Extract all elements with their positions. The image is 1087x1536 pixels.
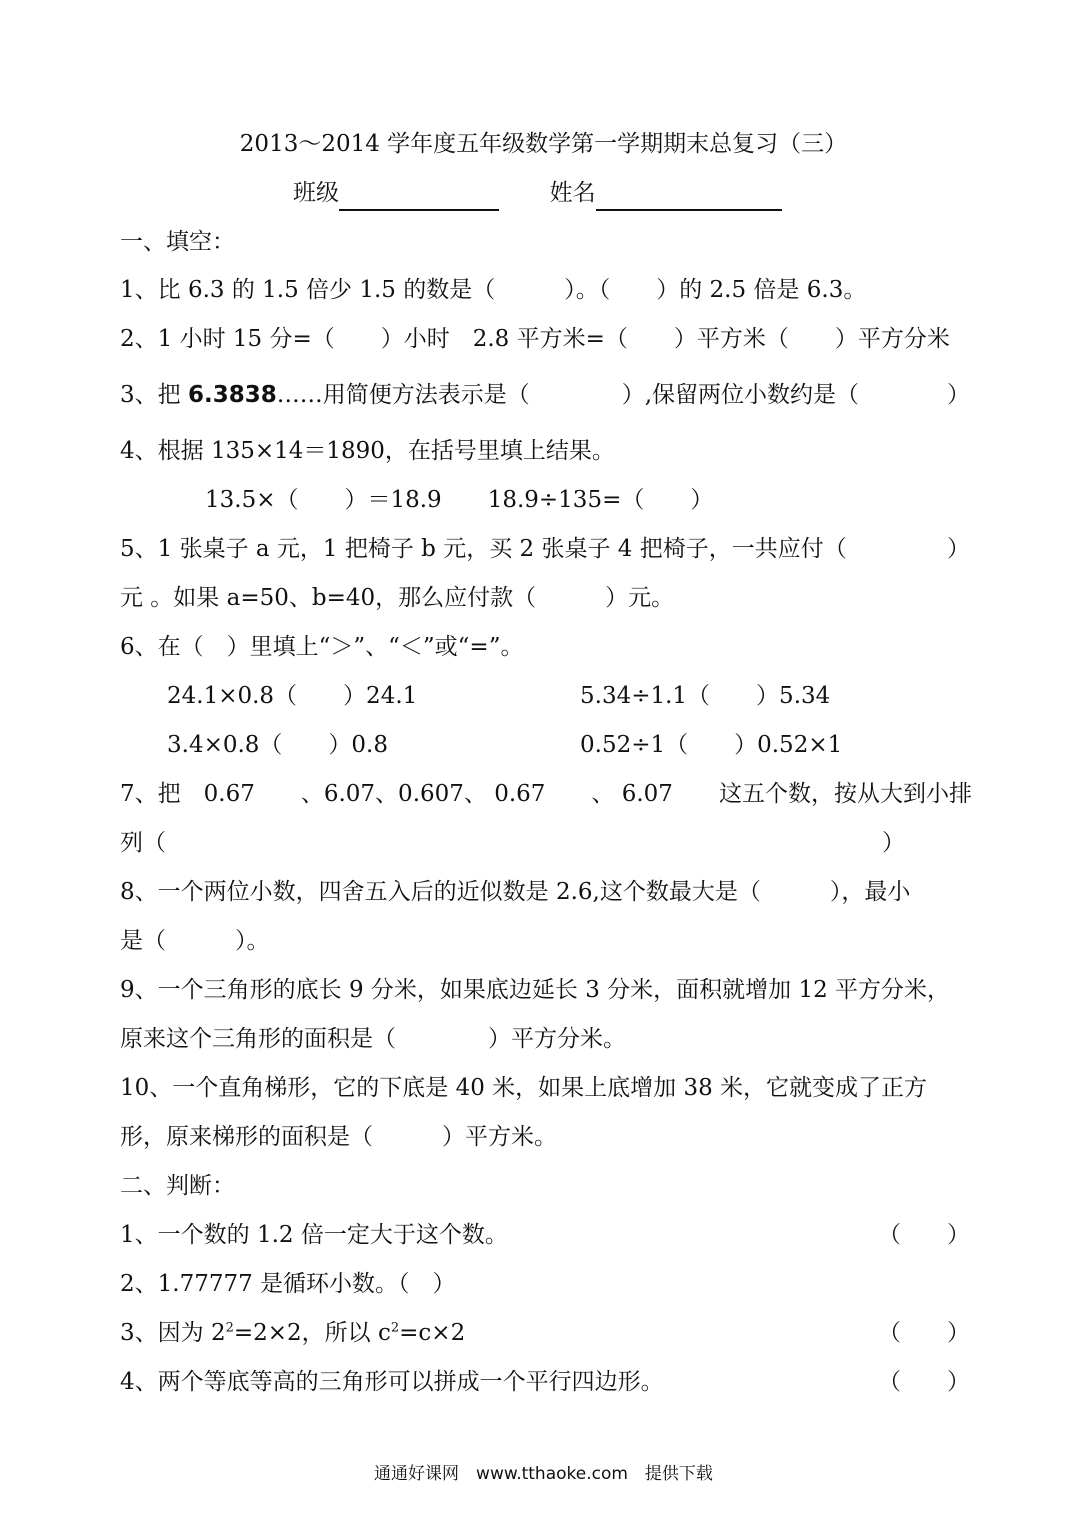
question-6-row1-left: 24.1×0.8（ ）24.1 xyxy=(167,683,418,709)
question-6-row2-right: 0.52÷1（ ）0.52×1 xyxy=(580,732,843,758)
judge-3-text-a: 3、因为 2 xyxy=(120,1320,226,1346)
question-4: 4、根据 135×14＝1890，在括号里填上结果。 xyxy=(120,438,615,464)
judge-3-answer-paren[interactable]: （ ） xyxy=(878,1320,970,1346)
class-blank[interactable] xyxy=(339,181,499,211)
judge-1-text: 1、一个数的 1.2 倍一定大于这个数。 xyxy=(120,1222,508,1248)
page-title: 2013～2014 学年度五年级数学第一学期期末总复习（三） xyxy=(239,131,848,157)
student-info-row xyxy=(293,175,782,211)
judge-3-exponent-1: 2 xyxy=(225,1320,234,1336)
question-2: 2、1 小时 15 分=（ ）小时 2.8 平方米=（ ）平方米（ ）平方分米 xyxy=(120,326,950,352)
class-label: 班级 xyxy=(293,180,339,206)
judge-4 xyxy=(120,1364,970,1400)
question-7-line-2 xyxy=(120,825,905,861)
judge-3-text-c: =c×2 xyxy=(399,1320,466,1346)
question-6-row2-left: 3.4×0.8（ ）0.8 xyxy=(167,732,389,758)
judge-3 xyxy=(120,1315,970,1351)
question-6-row1-right: 5.34÷1.1（ ）5.34 xyxy=(580,683,831,709)
judge-2: 2、1.77777 是循环小数。（ ） xyxy=(120,1271,456,1297)
section1-heading: 一、填空： xyxy=(120,229,235,255)
question-3-close-paren: ） xyxy=(947,382,970,408)
name-label: 姓名 xyxy=(549,180,596,206)
judge-3-exponent-2: 2 xyxy=(390,1320,400,1336)
question-1: 1、比 6.3 的 1.5 倍少 1.5 的数是（ ）。（ ）的 2.5 倍是 6.3。 xyxy=(120,277,867,303)
judge-1-answer-paren[interactable]: （ ） xyxy=(878,1222,970,1248)
question-5-close-paren: ） xyxy=(947,536,970,562)
question-5-line-2: 元 。如果 a=50、b=40，那么应付款（ ）元。 xyxy=(120,585,675,611)
section2-heading: 二、判断： xyxy=(120,1173,235,1199)
question-9-line-1: 9、一个三角形的底长 9 分米，如果底边延长 3 分米，面积就增加 12 平方分米， xyxy=(120,977,951,1003)
question-7-line-1: 7、把 0.67 、6.07、0.607、 0.67 、 6.07 这五个数，按从大到小排 xyxy=(120,781,972,807)
question-6: 6、在（ ）里填上“＞”、“＜”或“=”。 xyxy=(120,634,524,660)
question-3-text-a: 3、把 xyxy=(120,382,188,408)
judge-4-text: 4、两个等底等高的三角形可以拼成一个平行四边形。 xyxy=(120,1369,664,1395)
question-8-line-1: 8、一个两位小数，四舍五入后的近似数是 2.6,这个数最大是（ ），最小 xyxy=(120,879,911,905)
question-5-text-a: 5、1 张桌子 a 元，1 把椅子 b 元，买 2 张桌子 4 把椅子，一共应付（ xyxy=(120,536,847,562)
question-5-line-1 xyxy=(120,531,970,567)
name-blank[interactable] xyxy=(596,181,782,211)
question-9-line-2: 原来这个三角形的面积是（ ）平方分米。 xyxy=(120,1026,626,1052)
judge-3-text-b: =2×2，所以 c xyxy=(233,1320,391,1346)
question-7-close-paren: ） xyxy=(882,830,905,856)
judge-4-answer-paren[interactable]: （ ） xyxy=(878,1369,970,1395)
question-10-line-2: 形，原来梯形的面积是（ ）平方米。 xyxy=(120,1124,557,1150)
footer-credit: 通通好课网 www.tthaoke.com 提供下载 xyxy=(374,1464,713,1484)
question-8-line-2: 是（ ）。 xyxy=(120,928,270,954)
judge-1 xyxy=(120,1217,970,1253)
question-3-text-b: ……用简便方法表示是（ ）,保留两位小数约是（ xyxy=(276,382,860,408)
question-3 xyxy=(120,377,970,413)
question-3-number: 6.3838 xyxy=(187,382,277,408)
question-10-line-1: 10、一个直角梯形，它的下底是 40 米，如果上底增加 38 米，它就变成了正方 xyxy=(120,1075,928,1101)
question-7-text-b: 列（ xyxy=(120,830,166,856)
question-4-sub: 13.5×（ ）＝18.9 18.9÷135=（ ） xyxy=(205,487,714,513)
